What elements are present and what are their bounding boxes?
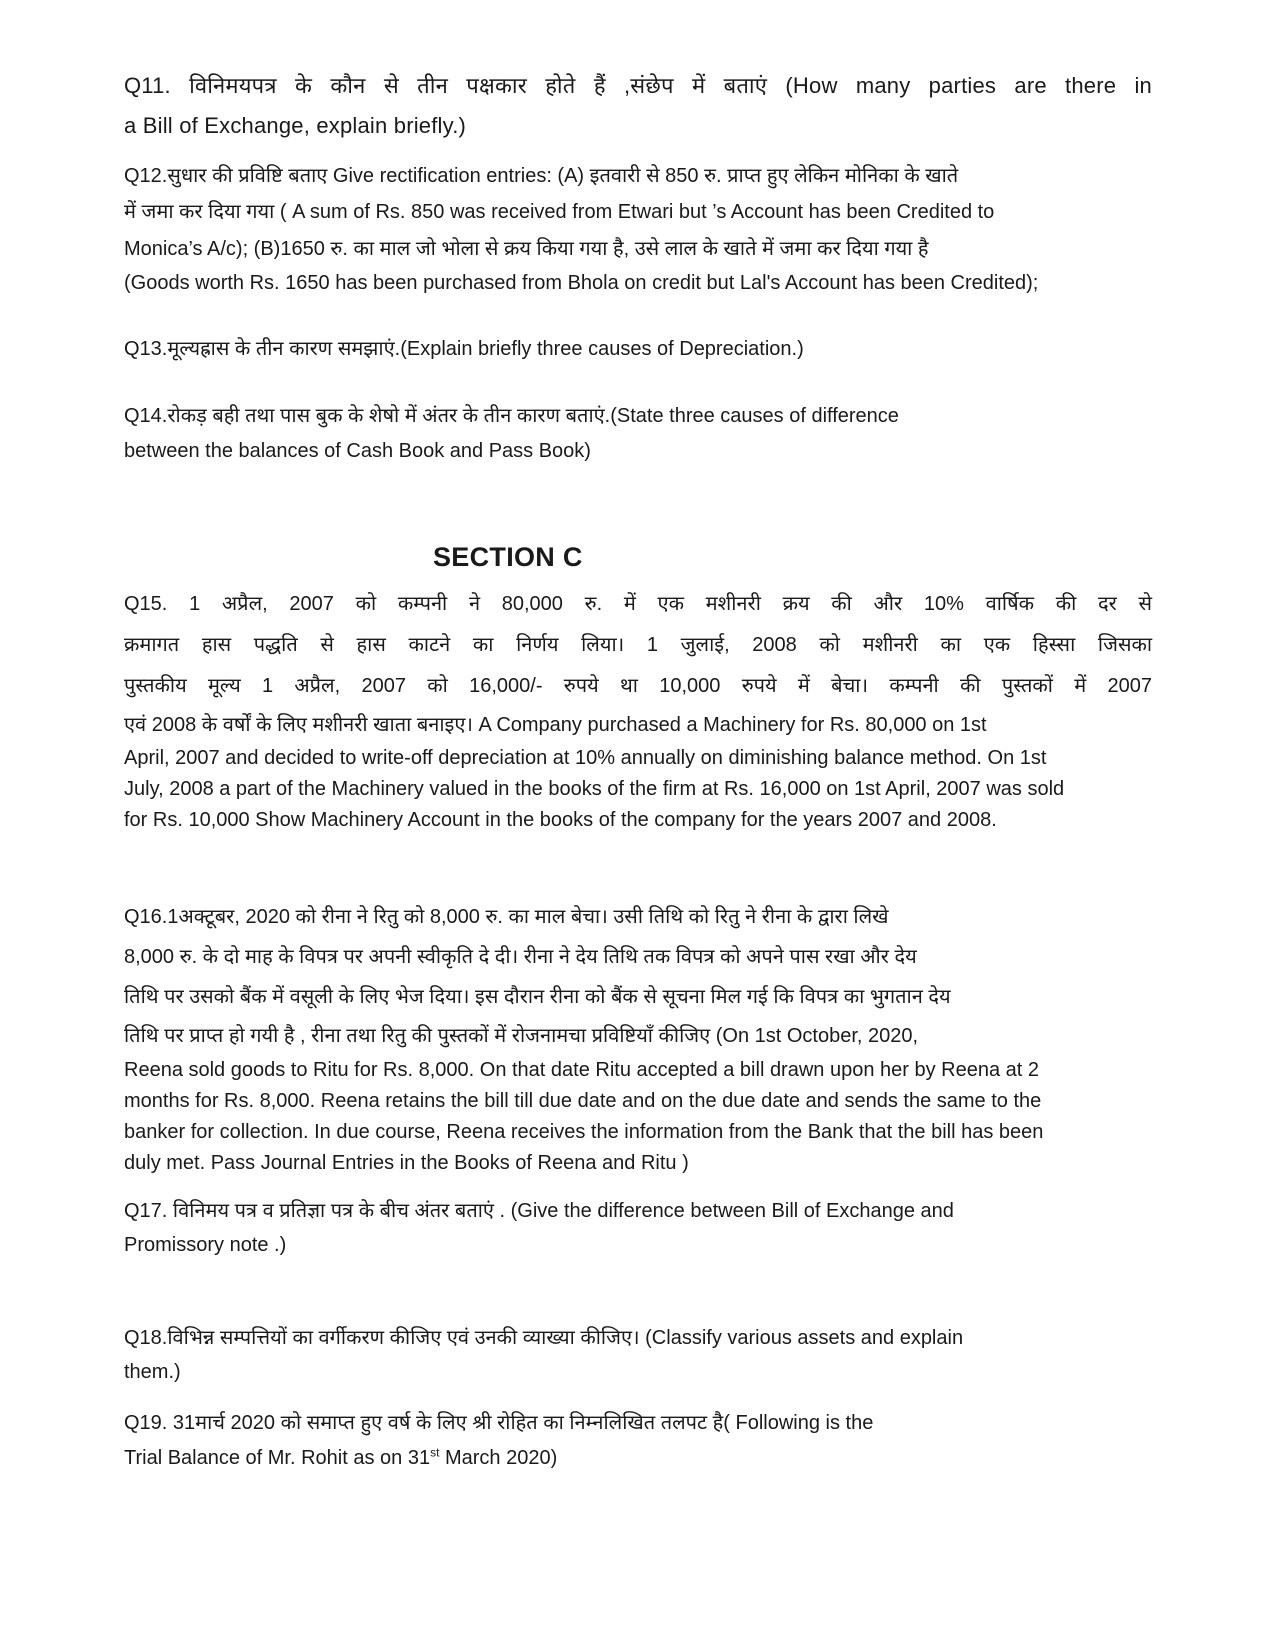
q16-line-2: 8,000 रु. के दो माह के विपत्र पर अपनी स्वीकृति दे दी। रीना ने देय तिथि तक विपत्र को अपने पास रखा और देय: [124, 946, 917, 968]
q19-line-2: [124, 1442, 1152, 1474]
question-15: [124, 584, 1152, 836]
q12-line-3: Monica’s A/c); (B)1650 रु. का माल जो भोला से क्रय किया गया है, उसे लाल के खाते में जमा कर दिया गया है: [124, 238, 929, 260]
question-14: [124, 398, 1152, 467]
q15-line-4: एवं 2008 के वर्षों के लिए मशीनरी खाता बनाइए। A Company purchased a Machinery for Rs. 80,000 on 1st: [124, 714, 987, 736]
q15-line-2: क्रमागत हास पद्धति से हास काटने का निर्णय लिया। 1 जुलाई, 2008 को मशीनरी का एक हिस्सा जिसका: [124, 634, 1152, 656]
question-16: [124, 897, 1152, 1179]
q19-line-1: Q19. 31मार्च 2020 को समाप्त हुए वर्ष के लिए श्री रोहित का निम्नलिखित तलपट है( Following is the: [124, 1412, 874, 1434]
q14-line-1: Q14.रोकड़ बही तथा पास बुक के शेषो में अंतर के तीन कारण बताएं.(State three causes of difference: [124, 405, 899, 427]
section-c-heading: SECTION C: [433, 542, 583, 572]
q15-line-3: पुस्तकीय मूल्य 1 अप्रैल, 2007 को 16,000/- रुपये था 10,000 रुपये में बेचा। कम्पनी की पुस्तकों में 2007: [124, 675, 1152, 697]
q12-line-4: (Goods worth Rs. 1650 has been purchased from Bhola on credit but Lal's Account has been Credited);: [124, 272, 1039, 294]
question-11: [124, 66, 1152, 146]
q19-line-2-end: March 2020): [439, 1447, 558, 1469]
q12-line-1: Q12.सुधार की प्रविष्टि बताए Give rectification entries: (A) इतवारी से 850 रु. प्राप्त हुए लेकिन मोनिका के खाते: [124, 165, 959, 187]
q15-line-1: Q15. 1 अप्रैल, 2007 को कम्पनी ने 80,000 रु. में एक मशीनरी क्रय की और 10% वार्षिक की दर से: [124, 593, 1152, 615]
q11-line-2: a Bill of Exchange, explain briefly.): [124, 113, 467, 138]
q18-line-2: them.): [124, 1361, 181, 1383]
q16-line-3: तिथि पर उसको बैंक में वसूली के लिए भेज दिया। इस दौरान रीना को बैंक से सूचना मिल गई कि विपत्र का भुगतान देय: [124, 986, 951, 1008]
q15-line-5: April, 2007 and decided to write-off depreciation at 10% annually on diminishing balance method. On 1st: [124, 747, 1047, 769]
question-13: [124, 333, 1152, 365]
question-18: [124, 1320, 1152, 1388]
q15-line-6: July, 2008 a part of the Machinery valued in the books of the firm at Rs. 16,000 on 1st April, 2007 was sold: [124, 778, 1065, 800]
question-19: [124, 1405, 1152, 1474]
q19-line-2-text: Trial Balance of Mr. Rohit as on 31: [124, 1447, 431, 1469]
q17-line-1: Q17. विनिमय पत्र व प्रतिज्ञा पत्र के बीच अंतर बताएं . (Give the difference between Bill of Exchange and: [124, 1200, 954, 1222]
question-12: [124, 158, 1152, 299]
ordinal-suffix: st: [430, 1445, 440, 1460]
q16-line-5: Reena sold goods to Ritu for Rs. 8,000. On that date Ritu accepted a bill drawn upon her by Reena at 2: [124, 1059, 1040, 1081]
q11-line-1: Q11. विनिमयपत्र के कौन से तीन पक्षकार होते हैं ,संछेप में बताएं (How many parties are there in: [124, 73, 1152, 98]
question-17: [124, 1193, 1152, 1261]
q16-line-1: Q16.1अक्टूबर, 2020 को रीना ने रितु को 8,000 रु. का माल बेचा। उसी तिथि को रितु ने रीना के द्वारा लिखे: [124, 906, 889, 928]
q12-line-2: में जमा कर दिया गया ( A sum of Rs. 850 was received from Etwari but ’s Account has been Credited to: [124, 201, 995, 223]
q16-line-8: duly met. Pass Journal Entries in the Books of Reena and Ritu ): [124, 1152, 689, 1174]
q16-line-7: banker for collection. In due course, Reena receives the information from the Bank that the bill has been: [124, 1121, 1044, 1143]
q16-line-4: तिथि पर प्राप्त हो गयी है , रीना तथा रितु की पुस्तकों में रोजनामचा प्रविष्टियाँ कीजिए (On 1st October, 2020,: [124, 1025, 919, 1047]
q16-line-6: months for Rs. 8,000. Reena retains the bill till due date and on the due date and sends the same to the: [124, 1090, 1042, 1112]
q18-line-1: Q18.विभिन्न सम्पत्तियों का वर्गीकरण कीजिए एवं उनकी व्याख्या कीजिए। (Classify various assets and explain: [124, 1327, 964, 1349]
q14-line-2: between the balances of Cash Book and Pass Book): [124, 440, 591, 462]
q17-line-2: Promissory note .): [124, 1234, 287, 1256]
q13-line-1: Q13.मूल्यह्रास के तीन कारण समझाएं.(Explain briefly three causes of Depreciation.): [124, 338, 804, 360]
q15-line-7: for Rs. 10,000 Show Machinery Account in the books of the company for the years 2007 and 2008.: [124, 809, 997, 831]
